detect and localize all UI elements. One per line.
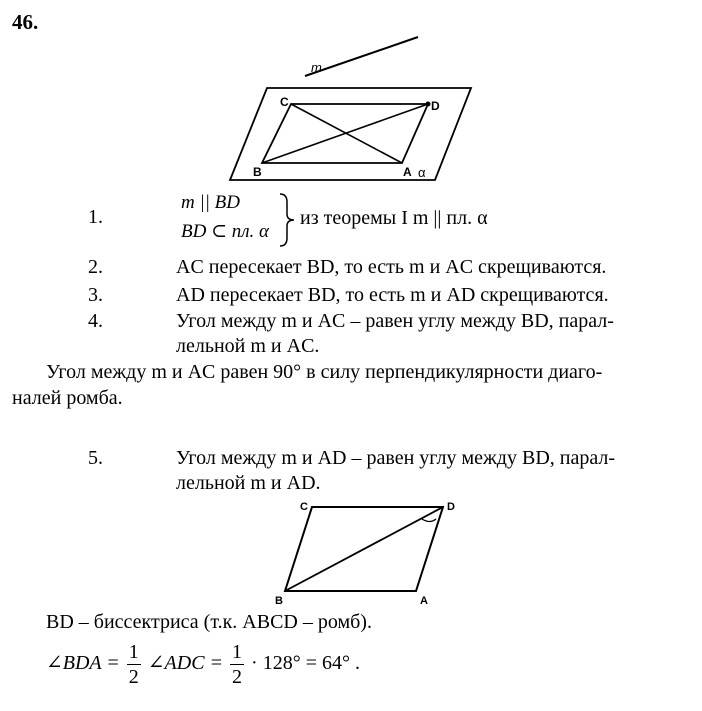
label-b: B <box>275 595 283 607</box>
figure-rhombus <box>270 498 470 608</box>
formula-fraction-2 <box>230 640 244 689</box>
step-3-number: 3. <box>88 284 103 306</box>
step-1-line-2: BD ⊂ пл. α <box>181 221 270 242</box>
fraction-1-denominator: 2 <box>128 666 139 688</box>
step-1-number: 1. <box>88 206 103 228</box>
step-5-number: 5. <box>88 447 103 469</box>
angle-arc-d <box>422 519 436 522</box>
note-line-2: налей ромба. <box>12 387 123 409</box>
formula-mid: ∠ADC = <box>147 652 224 675</box>
label-c: C <box>280 95 289 109</box>
step-5-text-line-2: лельной m и AD. <box>176 472 321 494</box>
step-4-text-line-1: Угол между m и AC – равен углу между BD, парал- <box>176 310 614 332</box>
line-m <box>305 37 418 76</box>
formula-fraction-1 <box>127 640 141 689</box>
step-5-text-line-1: Угол между m и AD – равен углу между BD, парал- <box>176 447 616 469</box>
formula-tail: · 128° = 64° . <box>251 652 360 675</box>
system-brace <box>277 192 297 248</box>
figure-plane-parallelogram <box>225 30 475 185</box>
label-a: A <box>403 165 412 179</box>
note-line-1: Угол между m и AC равен 90° в силу перпендикулярности диаго- <box>46 361 603 383</box>
label-d: D <box>431 99 440 113</box>
step-1-reason: из теоремы I m || пл. α <box>300 207 488 229</box>
label-d: D <box>447 501 455 513</box>
fraction-2-numerator: 1 <box>232 641 243 663</box>
step-1-line-1: m || BD <box>181 192 240 213</box>
formula <box>46 640 360 689</box>
step-4-number: 4. <box>88 310 103 332</box>
label-a: A <box>420 595 428 607</box>
problem-number: 46. <box>12 10 39 34</box>
label-m: m <box>311 60 322 75</box>
label-alpha: α <box>418 165 426 180</box>
fraction-2-denominator: 2 <box>232 666 243 688</box>
step-4-text-line-2: лельной m и AC. <box>176 335 320 357</box>
label-c: C <box>300 501 308 513</box>
formula-lhs: ∠BDA = <box>46 652 120 675</box>
fraction-1-numerator: 1 <box>128 641 139 663</box>
step-3-text: AD пересекает BD, то есть m и AD скрещиваются. <box>176 284 609 306</box>
label-b: B <box>253 165 262 179</box>
point-d <box>426 102 431 107</box>
step-2-number: 2. <box>88 256 103 278</box>
step-2-text: AC пересекает BD, то есть m и AC скрещиваются. <box>176 256 607 278</box>
bisector-text: BD – биссектриса (т.к. ABCD – ромб). <box>46 611 372 633</box>
